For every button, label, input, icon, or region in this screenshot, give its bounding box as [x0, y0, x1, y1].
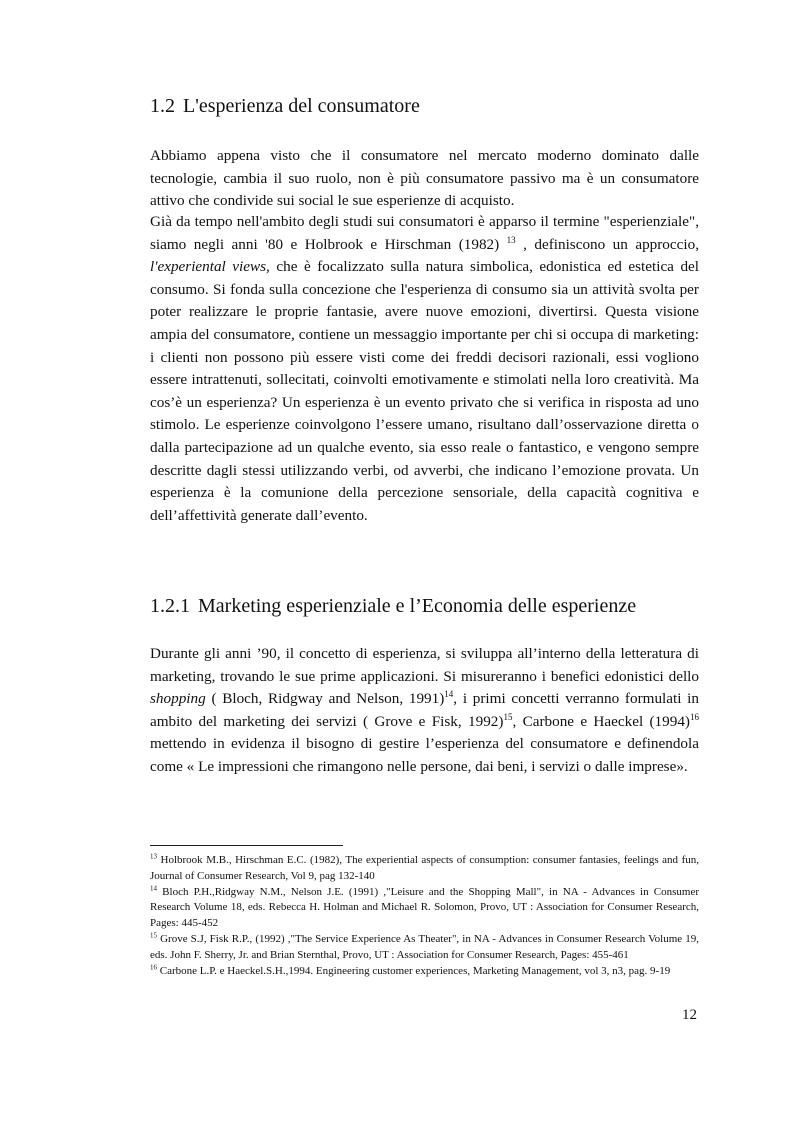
paragraph-text: , i primi concetti verranno formulati in ambito del marketing dei servizi ( Grove e Fisk, 1992) [150, 690, 699, 730]
paragraph-text: che è focalizzato sulla natura simbolica, edonistica ed estetica del consumo. Si fonda sulla concezione che l'esperienza di consumo sia un attività svolta per poter realizzare le proprie fantasie, avere nuove emozioni, divertirsi. Questa visione ampia del consumatore, contiene un messaggio importante per chi si occupa di marketing: i clienti non possono più essere visti come dei freddi decisori razionali, essi vogliono essere intrattenuti, sollecitati, coinvolti emotivamente e stimolati nella loro creatività. Ma cos’è un esperienza? Un esperienza è un evento privato che si verifica in risposta ad uno stimolo. Le esperienze coinvolgono l’essere umano, risultano dall’osservazione diretta o dalla partecipazione ad un qualche evento, sia esso reale o fantastico, e vengono sempre descritte dagli stessi utilizzando verbi, od avverbi, che indicano l’emozione provata. Un esperienza è la comunione della percezione sensoriale, della capacità cognitiva e dell’affettività generate dall’evento. [150, 258, 700, 524]
footnote-14 [150, 885, 699, 932]
paragraph-italic-term: shopping [150, 690, 206, 708]
footnote-separator [150, 845, 343, 846]
footnote-text: Grove S.J, Fisk R.P., (1992) ,"The Service Experience As Theater", in NA - Advances in Consumer Research Volume 19, eds. John F. Sherry, Jr. and Brian Sternthal, Provo, UT : Association for Consumer Research, Pages: 455-461 [150, 932, 699, 961]
section-title: L'esperienza del consumatore [183, 95, 420, 117]
paragraph-text: , Carbone e Haeckel (1994) [512, 712, 690, 730]
paragraph-text: ( Bloch, Ridgway and Nelson, 1991) [205, 690, 445, 708]
paragraph-text: mettendo in evidenza il bisogno di gestire l’esperienza del consumatore e definendola come « Le impressioni che rimangono nelle persone, dai beni, i servizi o dalle imprese». [150, 735, 699, 775]
footnote-ref-13: 13 [506, 234, 516, 245]
footnote-ref-15: 15 [503, 711, 513, 722]
paragraph-intro: Abbiamo appena visto che il consumatore nel mercato moderno dominato dalle tecnologie, cambia il suo ruolo, non è più consumatore passivo ma è un consumatore attivo che condivide sui social le sue esperienze di acquisto. [150, 147, 699, 210]
paragraph-text: , definiscono un approccio, [515, 235, 699, 253]
footnote-text: Bloch P.H.,Ridgway N.M., Nelson J.E. (1991) ,"Leisure and the Shopping Mall", in NA - Advances in Consumer Research Volume 18, eds. Rebecca H. Holman and Michael R. Solomon, Provo, UT : Association for Consumer Research, Pages: 445-452 [150, 885, 699, 930]
paragraph-text: Già da tempo nell'ambito degli studi sui consumatori è apparso il termine "esperienziale", siamo negli anni '80 e Holbrook e Hirschman (1982) [150, 213, 699, 253]
footnote-15 [150, 932, 699, 964]
footnote-number: 13 [150, 852, 157, 861]
footnote-number: 16 [150, 962, 157, 971]
paragraph-text: Durante gli anni ’90, il concetto di esperienza, si sviluppa all’interno della letteratura di marketing, trovando le sue prime applicazioni. Si misureranno i benefici edonistici dello [150, 645, 699, 685]
footnote-16 [150, 964, 699, 980]
footnote-text: Carbone L.P. e Haeckel.S.H.,1994. Engineering customer experiences, Marketing Management, vol 3, n3, pag. 9-19 [157, 964, 671, 977]
footnote-number: 15 [150, 931, 157, 940]
subsection-number: 1.2.1 [150, 595, 190, 617]
footnote-number: 14 [150, 883, 157, 892]
paragraph-italic-term: l'experiental views, [150, 258, 270, 276]
page-number: 12 [682, 1007, 697, 1023]
subsection-title: Marketing esperienziale e l’Economia delle esperienze [198, 595, 637, 617]
footnotes [150, 853, 699, 979]
footnote-text: Holbrook M.B., Hirschman E.C. (1982), The experiential aspects of consumption: consumer fantasies, feelings and fun, Journal of Consumer Research, Vol 9, pag 132-140 [150, 854, 699, 882]
section-number: 1.2 [150, 95, 175, 117]
paragraph-experiential [150, 211, 699, 527]
footnote-ref-14: 14 [444, 689, 454, 700]
footnote-13 [150, 853, 699, 885]
footnote-ref-16: 16 [690, 711, 699, 722]
subsection-heading [150, 594, 636, 618]
paragraph-marketing [150, 643, 699, 779]
section-heading [150, 94, 420, 118]
